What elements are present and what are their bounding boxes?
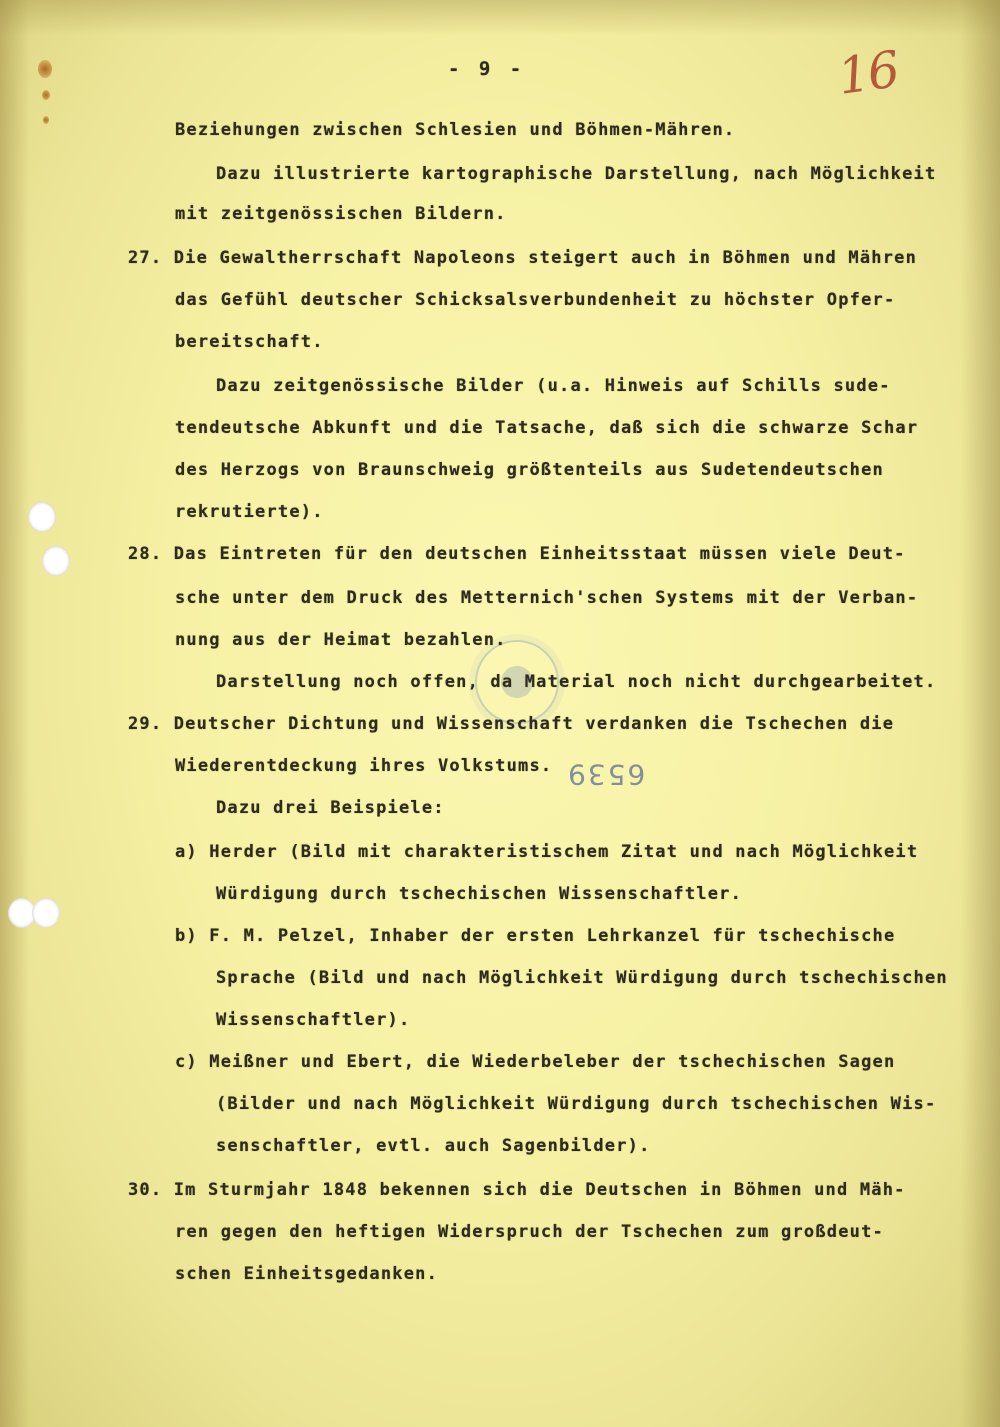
text-line: schen Einheitsgedanken.	[175, 1264, 439, 1284]
text-line: Würdigung durch tschechischen Wissenschaftler.	[216, 884, 743, 904]
text-line: a) Herder (Bild mit charakteristischem Zitat und nach Möglichkeit	[175, 842, 919, 862]
text-line: bereitschaft.	[175, 332, 324, 352]
text-line: das Gefühl deutscher Schicksalsverbundenheit zu höchster Opfer-	[175, 290, 896, 310]
text-line: Sprache (Bild und nach Möglichkeit Würdigung durch tschechischen	[216, 968, 948, 988]
text-line: senschaftler, evtl. auch Sagenbilder).	[216, 1136, 651, 1156]
archive-mark: 6539	[566, 758, 646, 791]
punch-hole	[42, 546, 70, 576]
rust-stain	[43, 116, 49, 124]
text-line: tendeutsche Abkunft und die Tatsache, daß sich die schwarze Schar	[175, 418, 919, 438]
text-line: mit zeitgenössischen Bildern.	[175, 204, 507, 224]
punch-hole	[32, 898, 60, 928]
text-line: Beziehungen zwischen Schlesien und Böhmen-Mähren.	[175, 120, 736, 140]
rust-stain	[42, 90, 50, 100]
page-edge-shadow	[0, 0, 1000, 36]
text-line: 29. Deutscher Dichtung und Wissenschaft verdanken die Tschechen die	[128, 714, 895, 734]
text-line: Wiederentdeckung ihres Volkstums.	[175, 756, 553, 776]
text-line: nung aus der Heimat bezahlen.	[175, 630, 507, 650]
text-line: Wissenschaftler).	[216, 1010, 411, 1030]
punch-hole	[28, 502, 56, 532]
rust-stain	[38, 60, 52, 78]
text-line: 28. Das Eintreten für den deutschen Einheitsstaat müssen viele Deut-	[128, 544, 906, 564]
text-line: Dazu zeitgenössische Bilder (u.a. Hinweis auf Schills sude-	[216, 376, 891, 396]
page-edge-shadow	[0, 0, 30, 1427]
page-number: - 9 -	[448, 58, 526, 80]
text-line: rekrutierte).	[175, 502, 324, 522]
text-line: (Bilder und nach Möglichkeit Würdigung durch tschechischen Wis-	[216, 1094, 937, 1114]
text-line: des Herzogs von Braunschweig größtenteils aus Sudetendeutschen	[175, 460, 884, 480]
text-line: Dazu drei Beispiele:	[216, 798, 445, 818]
text-line: Dazu illustrierte kartographische Darstellung, nach Möglichkeit	[216, 164, 937, 184]
text-line: 27. Die Gewaltherrschaft Napoleons steigert auch in Böhmen und Mähren	[128, 248, 918, 268]
text-line: b) F. M. Pelzel, Inhaber der ersten Lehrkanzel für tschechische	[175, 926, 896, 946]
text-line: 30. Im Sturmjahr 1848 bekennen sich die Deutschen in Böhmen und Mäh-	[128, 1180, 906, 1200]
text-line: ren gegen den heftigen Widerspruch der Tschechen zum großdeut-	[175, 1222, 884, 1242]
text-line: c) Meißner und Ebert, die Wiederbeleber der tschechischen Sagen	[175, 1052, 896, 1072]
text-line: Darstellung noch offen, da Material noch nicht durchgearbeitet.	[216, 672, 937, 692]
text-line: sche unter dem Druck des Metternich'schen Systems mit der Verban-	[175, 588, 919, 608]
page-edge-shadow	[960, 0, 1000, 1427]
folio-number: 16	[834, 40, 902, 106]
